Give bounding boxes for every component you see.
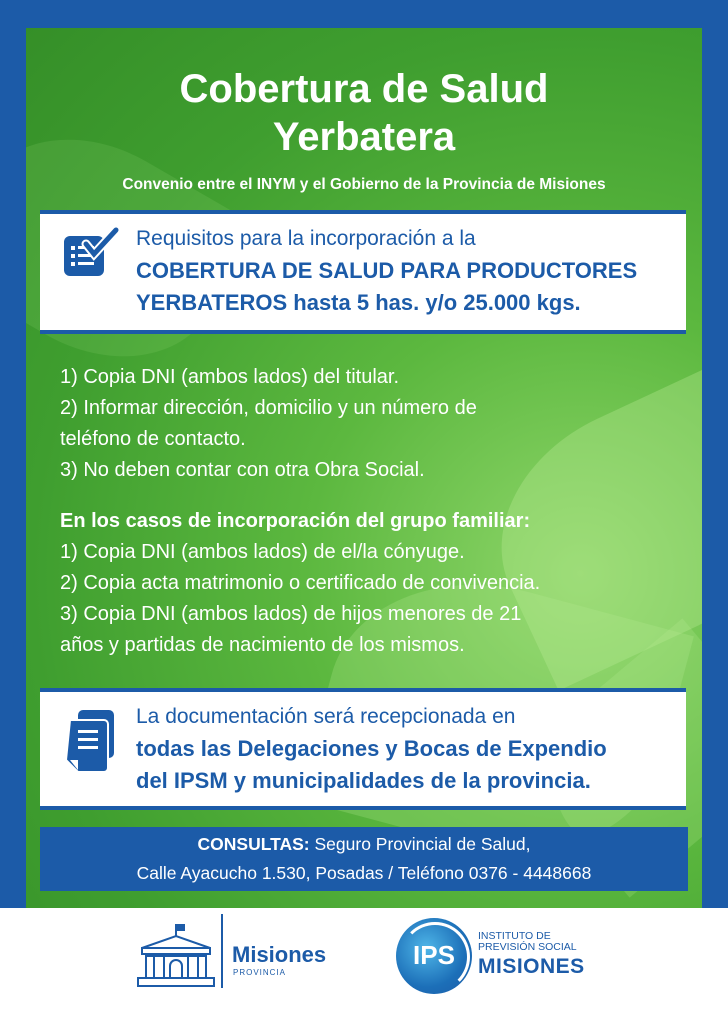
ips-line-3: MISIONES (478, 955, 585, 978)
requisito-item-1: 1) Copia DNI (ambos lados) del titular. (60, 366, 400, 388)
requisitos-text (136, 224, 637, 317)
familiar-item-1: 1) Copia DNI (ambos lados) de el/la cónyuge. (60, 541, 465, 563)
ips-badge-text: IPS (413, 940, 455, 970)
requisitos-line-1: Requisitos para la incorporación a la (136, 227, 476, 250)
subtitle: Convenio entre el INYM y el Gobierno de la Provincia de Misiones (122, 176, 606, 193)
requisitos-box (40, 210, 686, 334)
consultas-line-2: Calle Ayacucho 1.530, Posadas / Teléfono 0376 - 4448668 (136, 863, 592, 883)
ips-logo-text (478, 931, 577, 953)
requisito-item-3: 3) No deben contar con otra Obra Social. (60, 459, 425, 481)
logo-divider (221, 914, 223, 988)
document-icon (66, 708, 118, 772)
consultas-line-1 (40, 830, 688, 859)
consultas-label: CONSULTAS: (197, 834, 310, 854)
consultas-line-1-rest: Seguro Provincial de Salud, (309, 834, 531, 854)
documentacion-box (40, 688, 686, 810)
checklist-icon (60, 226, 120, 282)
title-line-2: Yerbatera (272, 115, 456, 159)
documentacion-line-3: del IPSM y municipalidades de la provincia. (136, 768, 591, 793)
documentacion-text (136, 702, 607, 795)
familiar-section (60, 506, 690, 661)
familiar-item-2: 2) Copia acta matrimonio o certificado de convivencia. (60, 572, 541, 594)
ips-line-2: PREVISIÓN SOCIAL (478, 941, 577, 953)
government-building-icon (136, 922, 216, 988)
title-line-1: Cobertura de Salud (179, 67, 549, 111)
familiar-item-3-line-2: años y partidas de nacimiento de los mismos. (60, 634, 465, 656)
ips-line-1: INSTITUTO DE (478, 930, 551, 942)
requisito-item-2-line-2: teléfono de contacto. (60, 428, 246, 450)
misiones-logo-name: Misiones (232, 942, 327, 967)
ips-logo-badge (396, 918, 472, 994)
familiar-heading: En los casos de incorporación del grupo familiar: (60, 510, 531, 532)
consultas-bar (40, 827, 688, 891)
requisitos-list (60, 362, 690, 486)
misiones-logo-subname: PROVINCIA (233, 968, 287, 977)
familiar-item-3-line-1: 3) Copia DNI (ambos lados) de hijos menores de 21 (60, 603, 522, 625)
documentacion-line-2: todas las Delegaciones y Bocas de Expendio (136, 736, 607, 761)
footer (0, 908, 728, 1024)
requisitos-line-2: COBERTURA DE SALUD PARA PRODUCTORES (136, 258, 638, 283)
requisitos-line-3: YERBATEROS hasta 5 has. y/o 25.000 kgs. (136, 290, 581, 315)
requisito-item-2-line-1: 2) Informar dirección, domicilio y un número de (60, 397, 477, 419)
documentacion-line-1: La documentación será recepcionada en (136, 705, 516, 728)
green-panel (26, 28, 702, 908)
